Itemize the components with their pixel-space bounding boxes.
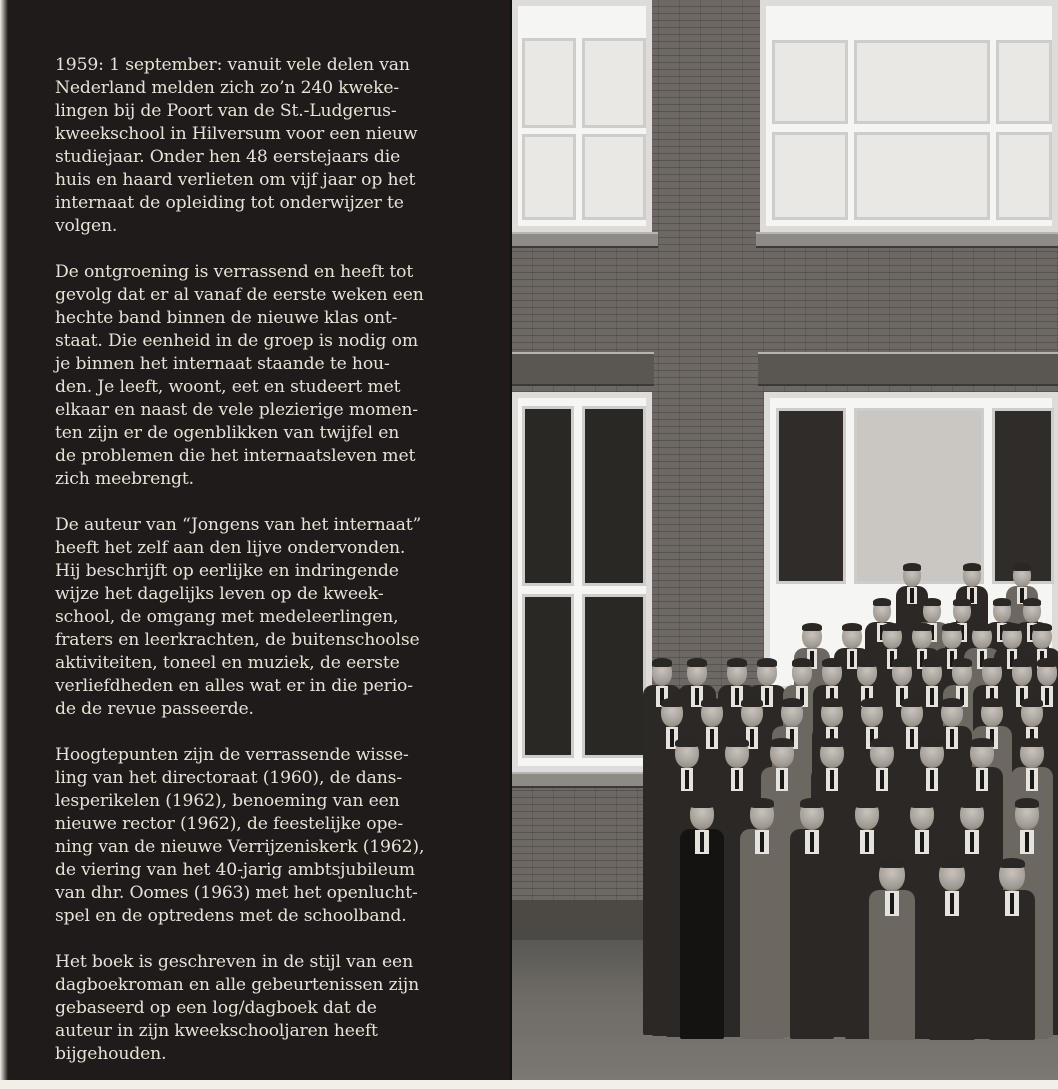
figure-hair xyxy=(675,738,698,747)
figure-tie xyxy=(810,832,814,852)
figure-hair xyxy=(741,698,763,707)
figure-tie xyxy=(1030,770,1034,789)
figure-hair xyxy=(953,598,972,606)
paragraph-hoogtepunten xyxy=(55,744,465,928)
window-pane xyxy=(772,40,848,124)
lintel xyxy=(512,352,654,386)
text-line: bijgehouden. xyxy=(55,1044,167,1064)
figure-hair xyxy=(770,738,793,747)
text-line: fraters en leerkrachten, de buitenschoolse xyxy=(55,630,420,650)
text-line: auteur in zijn kweekschooljaren heeft xyxy=(55,1021,378,1041)
figure-body xyxy=(680,829,724,1039)
figure-hair xyxy=(903,563,921,570)
figure-hair xyxy=(1023,598,1042,606)
figure-tie xyxy=(750,729,754,747)
text-line: gebaseerd op een log/dagboek dat de xyxy=(55,998,377,1018)
figure-hair xyxy=(920,738,943,747)
blurb-text xyxy=(55,54,465,1089)
figure-hair xyxy=(960,798,984,808)
text-line: hechte band binnen de nieuwe klas ont- xyxy=(55,308,398,328)
figure-tie xyxy=(850,651,854,667)
figure-hair xyxy=(820,738,843,747)
text-line: De ontgroening is verrassend en heeft tot xyxy=(55,262,414,282)
text-line: studiejaar. Onder hen 48 eerstejaars die xyxy=(55,147,401,167)
figure-hair xyxy=(892,658,913,667)
figure-hair xyxy=(661,698,683,707)
figure-hair xyxy=(1032,623,1052,631)
window-pane xyxy=(522,134,576,220)
figure-hair xyxy=(912,623,932,631)
figure-hair xyxy=(690,798,714,808)
window-sill xyxy=(512,772,658,788)
text-line: zich meebrengt. xyxy=(55,469,194,489)
text-line: je binnen het internaat staande te hou- xyxy=(55,354,390,374)
figure-tie xyxy=(1025,832,1029,852)
figure-tie xyxy=(780,770,784,789)
text-line: lingen bij de Poort van de St.-Ludgerus- xyxy=(55,101,397,121)
figure-tie xyxy=(950,729,954,747)
figure-hair xyxy=(972,623,992,631)
text-line: verliefdheden en alles wat er in die perio- xyxy=(55,676,413,696)
figure-tie xyxy=(735,770,739,789)
figure-hair xyxy=(941,698,963,707)
figure-tie xyxy=(880,770,884,789)
text-line: de de revue passeerde. xyxy=(55,699,254,719)
text-line: heeft het zelf aan den lijve ondervonden. xyxy=(55,538,406,558)
figure-tie xyxy=(735,688,739,705)
figure-hair xyxy=(1012,658,1033,667)
text-line: school, de omgang met medeleerlingen, xyxy=(55,607,399,627)
window-pane xyxy=(582,38,646,128)
panel-edge xyxy=(0,0,8,1080)
text-line: den. Je leeft, woont, eet en studeert met xyxy=(55,377,401,397)
figure-tie xyxy=(890,893,895,914)
paragraph-ontgroening xyxy=(55,261,465,491)
window-pane xyxy=(772,132,848,220)
text-line: Hoogtepunten zijn de verrassende wisse- xyxy=(55,745,409,765)
window-pane xyxy=(992,408,1054,584)
text-line: staat. Die eenheid in de groep is nodig om xyxy=(55,331,418,351)
text-line: internaat de opleiding tot onderwijzer te xyxy=(55,193,404,213)
figure-hair xyxy=(999,858,1024,868)
figure-tie xyxy=(710,729,714,747)
figure-hair xyxy=(952,658,973,667)
text-line: huis en haard verlieten om vijf jaar op het xyxy=(55,170,416,190)
figure-hair xyxy=(993,598,1012,606)
figure-tie xyxy=(980,770,984,789)
paragraph-auteur xyxy=(55,514,465,721)
window-pane xyxy=(854,408,984,584)
text-line: volgen. xyxy=(55,216,118,236)
text-line: lesperikelen (1962), benoeming van een xyxy=(55,791,400,811)
text-line: kweekschool in Hilversum voor een nieuw xyxy=(55,124,418,144)
back-cover-text-panel xyxy=(0,0,512,1080)
figure-hair xyxy=(725,738,748,747)
figure-hair xyxy=(727,658,748,667)
text-line: aktiviteiten, toneel en muziek, de eerste xyxy=(55,653,400,673)
figure-tie xyxy=(695,688,699,705)
text-line: gevolg dat er al vanaf de eerste weken een xyxy=(55,285,424,305)
text-line: de viering van het 40-jarig ambtsjubileum xyxy=(55,860,415,880)
figure-hair xyxy=(1013,563,1031,570)
figure-hair xyxy=(855,798,879,808)
window-pane xyxy=(522,406,574,586)
figure-tie xyxy=(685,770,689,789)
text-line: De auteur van “Jongens van het internaat” xyxy=(55,515,422,535)
figure-tie xyxy=(700,832,704,852)
figure-hair xyxy=(857,658,878,667)
paragraph-boek xyxy=(55,951,465,1066)
figure-hair xyxy=(822,658,843,667)
window-pane xyxy=(996,40,1052,124)
figure-hair xyxy=(1037,658,1058,667)
figure-tie xyxy=(950,893,955,914)
figure-hair xyxy=(800,798,824,808)
figure-tie xyxy=(830,770,834,789)
figure-hair xyxy=(901,698,923,707)
figure-tie xyxy=(765,688,769,705)
figure-hair xyxy=(939,858,964,868)
figure-tie xyxy=(865,832,869,852)
window-pane xyxy=(522,38,576,128)
figure-hair xyxy=(792,658,813,667)
figure-hair xyxy=(701,698,723,707)
figure-tie xyxy=(1010,893,1015,914)
figure-hair xyxy=(970,738,993,747)
window-pane xyxy=(522,594,574,758)
figure-hair xyxy=(652,658,673,667)
figure-tie xyxy=(910,588,913,602)
figure-tie xyxy=(1045,688,1049,705)
text-line: ten zijn er de ogenblikken van twijfel en xyxy=(55,423,400,443)
figure-hair xyxy=(861,698,883,707)
figure-body xyxy=(740,829,784,1039)
figure-hair xyxy=(1015,798,1039,808)
figure-hair xyxy=(821,698,843,707)
window-pane xyxy=(582,406,646,586)
figure-tie xyxy=(910,729,914,747)
figure-hair xyxy=(923,598,942,606)
text-line: Nederland melden zich zo’n 240 kweke- xyxy=(55,78,400,98)
window-pane xyxy=(996,132,1052,220)
figure-hair xyxy=(1002,623,1022,631)
figure-hair xyxy=(1020,738,1043,747)
window-sill xyxy=(756,232,1058,248)
figure-body xyxy=(790,829,834,1039)
figure-hair xyxy=(781,698,803,707)
figure-hair xyxy=(873,598,892,606)
figure-hair xyxy=(687,658,708,667)
text-line: 1959: 1 september: vanuit vele delen van xyxy=(55,55,410,75)
figure-tie xyxy=(760,832,764,852)
figure-tie xyxy=(970,832,974,852)
window-pane xyxy=(776,408,846,584)
figure-hair xyxy=(750,798,774,808)
window-lower-left xyxy=(512,392,652,772)
lintel xyxy=(758,352,1058,386)
text-line: nieuwe rector (1962), de feestelijke ope- xyxy=(55,814,403,834)
window-pane xyxy=(854,132,990,220)
window-pane xyxy=(582,134,646,220)
text-line: elkaar en naast de vele plezierige momen- xyxy=(55,400,418,420)
figure-hair xyxy=(963,563,981,570)
group-photo xyxy=(512,0,1058,1080)
window-upper-left xyxy=(512,0,652,232)
figure-hair xyxy=(981,698,1003,707)
window-pane xyxy=(582,594,646,758)
paragraph-intro xyxy=(55,54,465,238)
figure-hair xyxy=(982,658,1003,667)
text-line: spel en de optredens met de schoolband. xyxy=(55,906,407,926)
figure-hair xyxy=(922,658,943,667)
window-sill xyxy=(512,232,658,248)
text-line: de problemen die het internaatsleven met xyxy=(55,446,416,466)
text-line: dagboekroman en alle gebeurtenissen zijn xyxy=(55,975,419,995)
figure-hair xyxy=(942,623,962,631)
figure-tie xyxy=(670,729,674,747)
window-upper-right xyxy=(760,0,1058,232)
text-line: ning van de nieuwe Verrijzeniskerk (1962), xyxy=(55,837,425,857)
figure-hair xyxy=(757,658,778,667)
figure-hair xyxy=(870,738,893,747)
text-line: van dhr. Oomes (1963) met het openlucht- xyxy=(55,883,418,903)
figure-tie xyxy=(930,688,934,705)
figure-tie xyxy=(920,832,924,852)
figure-hair xyxy=(842,623,862,631)
figure-hair xyxy=(882,623,902,631)
figure-hair xyxy=(910,798,934,808)
figure-hair xyxy=(879,858,904,868)
text-line: wijze het dagelijks leven op de kweek- xyxy=(55,584,384,604)
figure-hair xyxy=(1021,698,1043,707)
text-line: ling van het directoraat (1960), de dans- xyxy=(55,768,402,788)
figure-tie xyxy=(930,770,934,789)
window-pane xyxy=(854,40,990,124)
text-line: Het boek is geschreven in de stijl van een xyxy=(55,952,413,972)
text-line: Hij beschrijft op eerlijke en indringende xyxy=(55,561,399,581)
figure-hair xyxy=(802,623,822,631)
